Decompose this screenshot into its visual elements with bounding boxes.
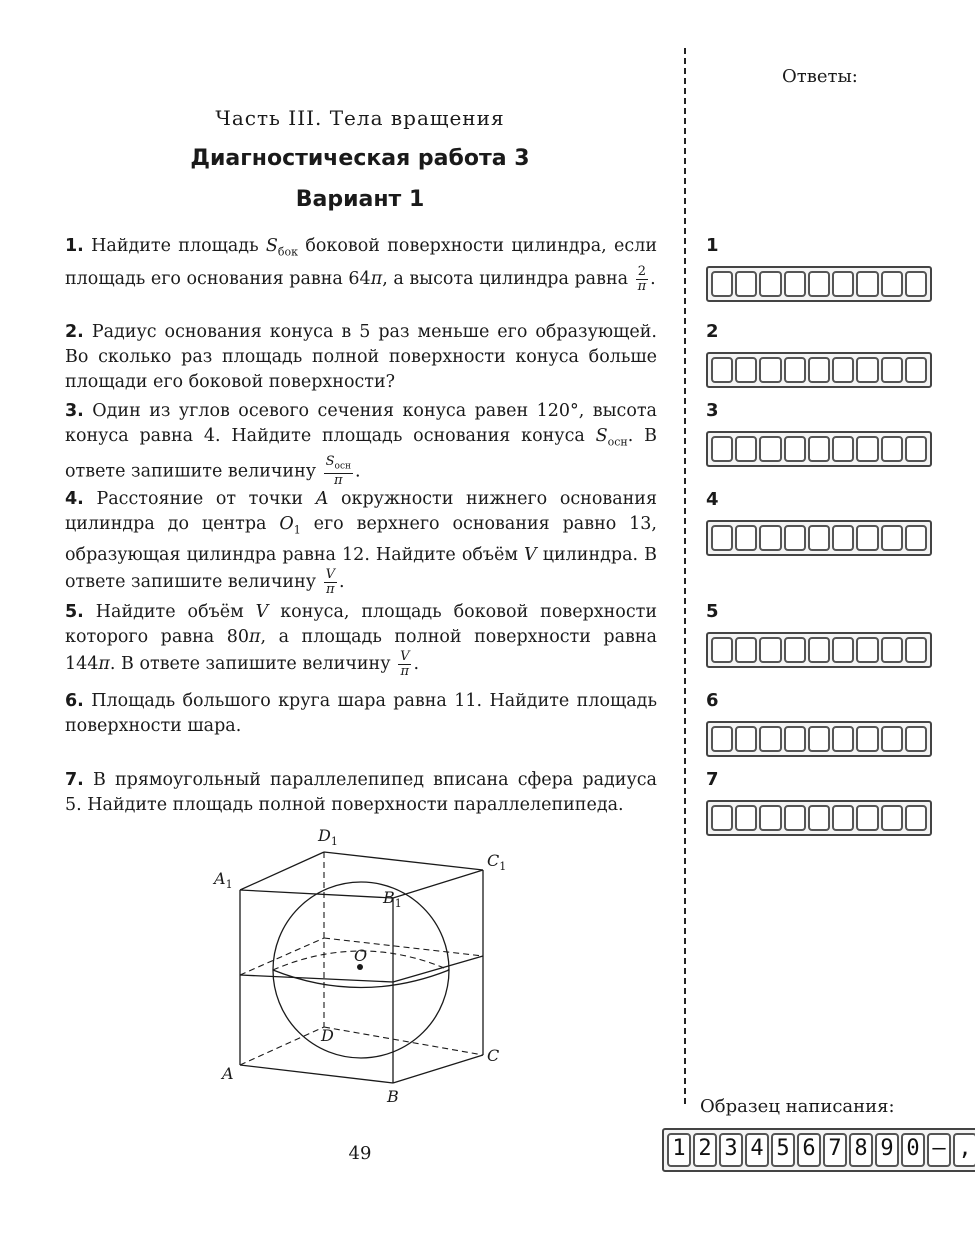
task-5: 5. Найдите объём V конуса, площадь боковой поверхности которого равна 80π, а площадь полной поверхности равна 144π. В ответе запишите величину $\frac{V}{\pi}$ . [65,602,657,679]
answer-cell[interactable] [711,271,733,297]
edge-b1-c1 [393,870,483,898]
answer-number: 3 [706,400,719,421]
sample-label: Образец написания: [700,1096,895,1117]
answer-cell[interactable] [832,357,854,383]
task-number: 3. [65,401,84,421]
answer-cell[interactable] [905,436,927,462]
answer-cell[interactable] [784,271,806,297]
sample-cell: 6 [797,1133,821,1167]
answer-cell[interactable] [711,436,733,462]
fraction: $\frac{S_{осн}}{\pi}$ [325,453,351,489]
answer-cell[interactable] [711,357,733,383]
answer-cell[interactable] [832,525,854,551]
answer-cell[interactable] [808,525,830,551]
answer-number: 1 [706,235,719,256]
answer-cell[interactable] [735,726,757,752]
answer-cell[interactable] [808,357,830,383]
answer-cell[interactable] [832,436,854,462]
answer-cell[interactable] [832,805,854,831]
answer-cell[interactable] [735,525,757,551]
page-title: Диагностическая работа 3 [190,146,530,171]
task-7: 7. В прямоугольный параллелепипед вписана сфера радиуса 5. Найдите площадь полной поверхности параллелепипеда. [65,770,657,815]
answer-cell[interactable] [808,726,830,752]
label-b: B [387,1087,399,1106]
answer-field-5[interactable] [706,632,932,668]
answer-cell[interactable] [881,271,903,297]
answer-cell[interactable] [856,357,878,383]
answer-field-1[interactable] [706,266,932,302]
answer-cell[interactable] [905,726,927,752]
answer-cell[interactable] [881,357,903,383]
fraction: $\frac{V}{\pi}$ [325,566,336,597]
answer-cell[interactable] [832,637,854,663]
label-b1: $B_1$ [383,888,402,911]
answer-cell[interactable] [905,525,927,551]
sample-cell: 1 [667,1133,691,1167]
label-c: C [487,1046,500,1065]
answer-number: 6 [706,690,719,711]
task-number: 7. [65,770,84,790]
answer-cell[interactable] [856,726,878,752]
answer-cell[interactable] [784,525,806,551]
task-number: 4. [65,489,84,509]
answer-cell[interactable] [784,357,806,383]
answer-cell[interactable] [905,637,927,663]
answer-cell[interactable] [856,271,878,297]
answer-cell[interactable] [881,436,903,462]
sample-cell: 7 [823,1133,847,1167]
page-number: 49 [348,1143,372,1164]
sample-cell: 9 [875,1133,899,1167]
answer-cell[interactable] [784,637,806,663]
answer-cell[interactable] [759,525,781,551]
variant-title: Вариант 1 [295,187,425,212]
answer-cell[interactable] [856,525,878,551]
answer-cell[interactable] [808,805,830,831]
label-a1: $A_1$ [214,869,233,892]
answer-cell[interactable] [832,271,854,297]
answer-number: 2 [706,321,719,342]
answer-cell[interactable] [759,805,781,831]
answer-cell[interactable] [735,271,757,297]
label-d1: $D_1$ [318,826,338,849]
label-d: D [321,1026,334,1045]
answer-field-4[interactable] [706,520,932,556]
answer-cell[interactable] [735,805,757,831]
answer-number: 5 [706,601,719,622]
sample-cell: 0 [901,1133,925,1167]
sample-cell: 5 [771,1133,795,1167]
edge-b-c [393,1055,483,1083]
sample-writing-row [662,1128,975,1172]
answer-cell[interactable] [832,726,854,752]
answer-cell[interactable] [905,357,927,383]
part-title: Часть III. Тела вращения [215,106,505,130]
answer-cell[interactable] [759,637,781,663]
answer-cell[interactable] [711,637,733,663]
answer-cell[interactable] [905,271,927,297]
answer-number: 7 [706,769,719,790]
answer-cell[interactable] [856,436,878,462]
answer-field-6[interactable] [706,721,932,757]
answer-cell[interactable] [784,726,806,752]
answer-cell[interactable] [759,357,781,383]
hidden-mid-back [324,938,483,956]
hidden-edge-a-d [240,1027,324,1065]
answer-cell[interactable] [808,271,830,297]
sample-cell: 4 [745,1133,769,1167]
edge-a-b [240,1065,393,1083]
label-a: A [222,1064,234,1083]
answer-cell[interactable] [711,525,733,551]
answer-cell[interactable] [881,637,903,663]
label-o: O [354,946,368,965]
answer-cell[interactable] [881,805,903,831]
mid-edge-front [240,975,393,982]
answer-cell[interactable] [735,436,757,462]
sample-cell: – [927,1133,951,1167]
answer-cell[interactable] [856,637,878,663]
cut-line-divider [684,48,686,1104]
answer-cell[interactable] [735,357,757,383]
answer-cell[interactable] [711,805,733,831]
answer-cell[interactable] [905,805,927,831]
answer-cell[interactable] [784,805,806,831]
answer-field-3[interactable] [706,431,932,467]
answer-cell[interactable] [856,805,878,831]
task-3: 3. Один из углов осевого сечения конуса равен 120°, высота конуса равна 4. Найдите площадь основания конуса $S_{осн}$. В ответе запишите величину $\frac{S_{осн}}{\pi}$ . [65,401,657,489]
answer-cell[interactable] [784,436,806,462]
task-number: 1. [65,236,84,256]
answer-cell[interactable] [759,436,781,462]
answer-cell[interactable] [808,637,830,663]
sample-cell: 8 [849,1133,873,1167]
task-number: 6. [65,691,84,711]
mid-edge-right [393,956,483,982]
sample-cell: , [953,1133,975,1167]
figure-parallelepiped-sphere [200,820,520,1110]
label-c1: $C_1$ [487,851,507,874]
answer-field-2[interactable] [706,352,932,388]
answer-field-7[interactable] [706,800,932,836]
answer-cell[interactable] [759,271,781,297]
equator-front [273,970,449,988]
task-2: 2. Радиус основания конуса в 5 раз меньше его образующей. Во сколько раз площадь полной поверхности конуса больше площади его боковой поверхности? [65,322,657,392]
answer-cell[interactable] [711,726,733,752]
answer-cell[interactable] [881,726,903,752]
answer-cell[interactable] [808,436,830,462]
sample-cell: 3 [719,1133,743,1167]
answers-label: Ответы: [782,66,858,87]
edge-a1-d1 [240,852,324,890]
answer-cell[interactable] [735,637,757,663]
task-1: 1. Найдите площадь $S_{бок}$ боковой поверхности цилиндра, если площадь его основания равна 64π, а высота цилиндра равна $\frac{2}{\pi}$ . [65,236,657,294]
answer-cell[interactable] [881,525,903,551]
sphere-outline [273,882,449,1058]
answer-cell[interactable] [759,726,781,752]
task-4: 4. Расстояние от точки A окружности нижнего основания цилиндра до центра $O_1$ его верхнего основания равно 13, образующая цилиндра равна 12. Найдите объём V цилиндра. В ответе запишите величину $\frac{V}{\pi}$ . [65,489,658,597]
task-number: 2. [65,322,84,342]
sample-cell: 2 [693,1133,717,1167]
task-number: 5. [65,602,84,622]
edge-d1-c1 [324,852,483,870]
fraction: $\frac{V}{\pi}$ [400,649,410,679]
answer-number: 4 [706,489,719,510]
hidden-edge-d-c [324,1027,483,1055]
fraction: $\frac{2}{\pi}$ [637,263,647,294]
task-6: 6. Площадь большого круга шара равна 11. Найдите площадь поверхности шара. [65,691,657,736]
